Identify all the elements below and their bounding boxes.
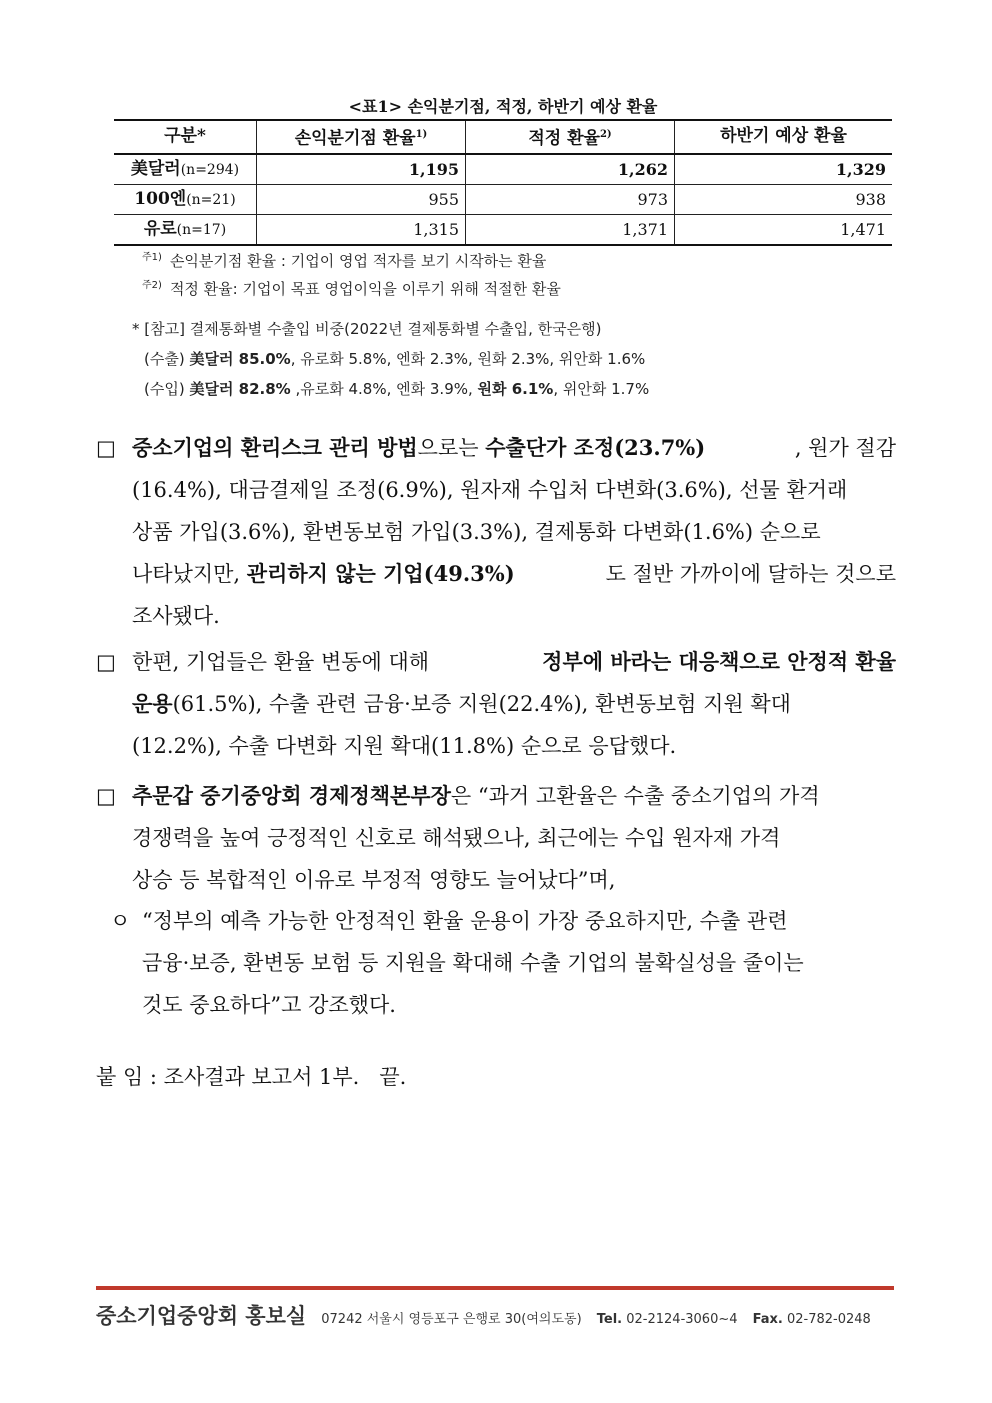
p1-l4a: 나타났지만, <box>132 562 247 586</box>
paragraph-line <box>96 469 896 511</box>
p1-l4-bold: 관리하지 않는 기업(49.3%) <box>246 561 515 586</box>
row-breakeven: 1,315 <box>257 214 466 245</box>
table-row <box>114 154 892 185</box>
attachment-note: 붙 임 : 조사결과 보고서 1부. 끝. <box>96 1065 407 1089</box>
header-optimal-label: 적정 환율 <box>528 128 600 149</box>
fax-label: Fax. <box>752 1312 783 1327</box>
row-currency: 100엔 <box>134 188 187 209</box>
reference-import <box>132 374 649 404</box>
line-start <box>96 775 820 817</box>
tel-number: 02-2124-3060~4 <box>626 1312 738 1327</box>
table-header-row <box>114 120 892 154</box>
p1-text: 으로는 <box>417 436 486 460</box>
p1-l4-rest: 도 절반 가까이에 달하는 것으로 <box>605 562 896 586</box>
p2-l3: (12.2%), 수출 다변화 지원 확대(11.8%) 순으로 응답했다. <box>132 734 677 758</box>
paragraph-line <box>110 900 896 942</box>
paragraph-line <box>110 942 896 984</box>
header-breakeven-footnote: 1) <box>415 129 428 140</box>
row-category <box>114 214 257 245</box>
header-category: 구분* <box>114 120 257 154</box>
p3-l3: 상승 등 복합적인 이유로 부정적 영향도 늘어났다”며, <box>132 868 616 892</box>
exchange-rate-table <box>114 119 892 246</box>
import-krw: 원화 6.1% <box>477 380 554 398</box>
export-usd: 美달러 85.0% <box>189 350 291 368</box>
square-bullet-icon: □ <box>96 650 116 674</box>
paragraph-quote <box>110 900 896 1026</box>
p1-l5: 조사됐다. <box>132 604 220 628</box>
table-footnotes <box>142 244 561 300</box>
reference-title: * [참고] 결제통화별 수출입 비중(2022년 결제통화별 수출입, 한국은행) <box>132 320 602 338</box>
row-sample-size: (n=17) <box>176 221 227 238</box>
export-prefix: (수출) <box>144 350 185 368</box>
import-usd: 美달러 82.8% <box>189 380 291 398</box>
footnote-text: 손익분기점 환율 : 기업이 영업 적자를 보기 시작하는 환율 <box>169 252 547 270</box>
row-currency: 유로 <box>143 218 177 239</box>
p1-bold1: 중소기업의 환리스크 관리 방법 <box>132 435 418 460</box>
p3-rest: 은 “과거 고환율은 수출 중소기업의 가격 <box>450 784 820 808</box>
row-sample-size: (n=294) <box>180 161 240 178</box>
row-breakeven: 955 <box>257 184 466 214</box>
footer-address: 07242 서울시 영등포구 은행로 30(여의도동) <box>321 1312 582 1327</box>
p4-l1: “정부의 예측 가능한 안정적인 환율 운용이 가장 중요하지만, 수출 관련 <box>142 909 788 933</box>
paragraph-government-measures <box>96 641 896 767</box>
paragraph-line <box>96 511 896 553</box>
paragraph-risk-management <box>96 427 896 637</box>
paragraph-line <box>96 859 896 901</box>
footnote-mark: 주1) <box>142 252 162 263</box>
table-caption: <표1> 손익분기점, 적정, 하반기 예상 환율 <box>348 97 658 116</box>
p1-l3: 상품 가입(3.6%), 환변동보험 가입(3.3%), 결제통화 다변화(1.6%) 순으로 <box>132 520 821 544</box>
line-start <box>96 641 429 683</box>
paragraph-line <box>96 595 896 637</box>
header-forecast: 하반기 예상 환율 <box>675 120 893 154</box>
line-start <box>96 427 705 469</box>
import-prefix: (수입) <box>144 380 185 398</box>
paragraph-line <box>96 725 896 767</box>
row-forecast: 1,329 <box>675 154 893 185</box>
header-optimal <box>466 120 675 154</box>
paragraph-line <box>96 683 896 725</box>
paragraph-line <box>96 817 896 859</box>
square-bullet-icon: □ <box>96 436 116 460</box>
reference-block <box>132 314 649 404</box>
line-start <box>132 683 791 725</box>
p2-l2-rest: (61.5%), 수출 관련 금융·보증 지원(22.4%), 환변동보험 지원 확대 <box>172 692 791 716</box>
footnote-mark: 주2) <box>142 280 162 291</box>
row-optimal: 1,262 <box>466 154 675 185</box>
p4-l3: 것도 중요하다”고 강조했다. <box>142 993 396 1017</box>
header-breakeven-label: 손익분기점 환율 <box>294 128 416 149</box>
row-sample-size: (n=21) <box>186 191 236 208</box>
row-forecast: 938 <box>675 184 893 214</box>
import-rest: , 위안화 1.7% <box>553 380 650 398</box>
p3-bold: 추문갑 중기중앙회 경제정책본부장 <box>132 783 451 808</box>
footer <box>96 1300 894 1330</box>
row-category <box>114 184 257 214</box>
p2-l2-bold: 운용 <box>132 691 173 716</box>
fax-number: 02-782-0248 <box>786 1312 871 1327</box>
p2-text: 한편, 기업들은 환율 변동에 대해 <box>132 650 430 674</box>
paragraph-line <box>96 641 896 683</box>
header-breakeven <box>257 120 466 154</box>
tel-label: Tel. <box>596 1312 623 1327</box>
footer-org: 중소기업중앙회 홍보실 <box>96 1304 307 1328</box>
line-start <box>132 553 515 595</box>
table-row <box>114 184 892 214</box>
square-bullet-icon: □ <box>96 784 116 808</box>
import-mid: ,유로화 4.8%, 엔화 3.9%, <box>290 380 478 398</box>
reference-export <box>132 344 649 374</box>
footnote <box>142 244 561 272</box>
p1-l2: (16.4%), 대금결제일 조정(6.9%), 원자재 수입처 다변화(3.6%), 선물 환거래 <box>132 478 848 502</box>
table-row <box>114 214 892 245</box>
circle-bullet-icon: ㅇ <box>110 909 131 933</box>
paragraph-line <box>96 427 896 469</box>
footer-tel <box>597 1312 738 1327</box>
footnote <box>142 272 561 300</box>
p1-l1-rest: , 원가 절감 <box>794 436 896 460</box>
row-optimal: 973 <box>466 184 675 214</box>
row-forecast: 1,471 <box>675 214 893 245</box>
header-optimal-footnote: 2) <box>599 129 612 140</box>
paragraph-line <box>96 775 896 817</box>
footer-fax <box>753 1312 871 1327</box>
p4-l2: 금융·보증, 환변동 보험 등 지원을 확대해 수출 기업의 불확실성을 줄이는 <box>142 951 804 975</box>
footnote-text: 적정 환율: 기업이 목표 영업이익을 이루기 위해 적절한 환율 <box>169 280 561 298</box>
export-rest: , 유로화 5.8%, 엔화 2.3%, 원화 2.3%, 위안화 1.6% <box>290 350 646 368</box>
p1-bold2: 수출단가 조정(23.7%) <box>485 435 706 460</box>
p2-bold: 정부에 바라는 대응책으로 안정적 환율 <box>542 649 896 674</box>
row-breakeven: 1,195 <box>257 154 466 185</box>
footer-divider <box>96 1286 894 1290</box>
p3-l2: 경쟁력을 높여 긍정적인 신호로 해석됐으나, 최근에는 수입 원자재 가격 <box>132 826 781 850</box>
row-optimal: 1,371 <box>466 214 675 245</box>
paragraph-line <box>96 553 896 595</box>
row-category <box>114 154 257 185</box>
paragraph-line <box>110 984 896 1026</box>
paragraph-quote-intro <box>96 775 896 901</box>
row-currency: 美달러 <box>130 158 181 179</box>
